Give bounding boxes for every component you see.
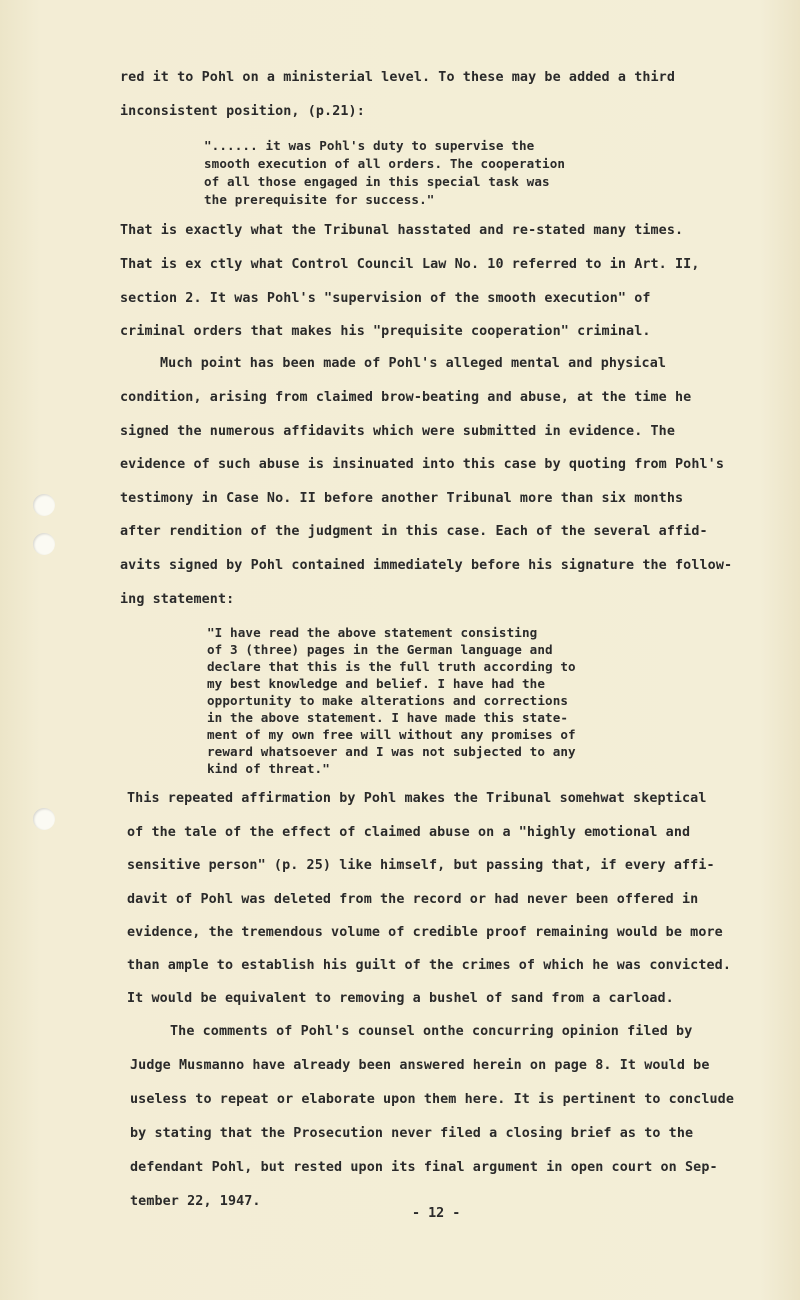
body-line: after rendition of the judgment in this case. Each of the several affid-	[120, 524, 708, 539]
body-line: testimony in Case No. II before another Tribunal more than six months	[120, 491, 684, 506]
quote-line: reward whatsoever and I was not subjected to any	[207, 744, 576, 759]
quote-line: my best knowledge and belief. I have had the	[207, 676, 546, 691]
body-line: evidence of such abuse is insinuated into this case by quoting from Pohl's	[120, 457, 724, 472]
body-line: This repeated affirmation by Pohl makes the Tribunal somehwat skeptical	[127, 791, 707, 806]
body-line: sensitive person" (p. 25) like himself, but passing that, if every affi-	[127, 858, 715, 873]
page-number: - 12 -	[412, 1206, 461, 1221]
body-line: davit of Pohl was deleted from the record or had never been offered in	[127, 892, 699, 907]
body-line: defendant Pohl, but rested upon its final argument in open court on Sep-	[130, 1160, 718, 1175]
body-line: section 2. It was Pohl's "supervision of the smooth execution" of	[120, 291, 651, 306]
body-line: evidence, the tremendous volume of credible proof remaining would be more	[127, 925, 723, 940]
quote-line: smooth execution of all orders. The cooperation	[204, 156, 566, 171]
body-line: inconsistent position, (p.21):	[120, 104, 365, 119]
quote-line: the prerequisite for success."	[204, 192, 435, 207]
body-line: Judge Musmanno have already been answered herein on page 8. It would be	[130, 1058, 710, 1073]
body-line: criminal orders that makes his "prequisite cooperation" criminal.	[120, 324, 651, 339]
body-line: signed the numerous affidavits which were submitted in evidence. The	[120, 424, 676, 439]
body-line: avits signed by Pohl contained immediately before his signature the follow-	[120, 558, 733, 573]
body-line: ing statement:	[120, 592, 235, 607]
body-line: than ample to establish his guilt of the crimes of which he was convicted.	[127, 958, 731, 973]
body-line: useless to repeat or elaborate upon them here. It is pertinent to conclude	[130, 1092, 734, 1107]
quote-line: declare that this is the full truth according to	[207, 659, 576, 674]
body-line: The comments of Pohl's counsel onthe concurring opinion filed by	[170, 1024, 693, 1039]
punch-hole	[33, 533, 55, 555]
quote-line: of 3 (three) pages in the German language and	[207, 642, 553, 657]
body-line: red it to Pohl on a ministerial level. To these may be added a third	[120, 70, 676, 85]
quote-line: ment of my own free will without any promises of	[207, 727, 576, 742]
body-line: by stating that the Prosecution never filed a closing brief as to the	[130, 1126, 694, 1141]
body-line: That is ex ctly what Control Council Law No. 10 referred to in Art. II,	[120, 257, 700, 272]
body-line: tember 22, 1947.	[130, 1194, 261, 1209]
quote-line: of all those engaged in this special task was	[204, 174, 550, 189]
body-line: of the tale of the effect of claimed abuse on a "highly emotional and	[127, 825, 691, 840]
quote-line: kind of threat."	[207, 761, 330, 776]
quote-line: "...... it was Pohl's duty to supervise the	[204, 138, 535, 153]
quote-line: in the above statement. I have made this state-	[207, 710, 569, 725]
body-line: Much point has been made of Pohl's alleged mental and physical	[160, 356, 667, 371]
body-line: It would be equivalent to removing a bushel of sand from a carload.	[127, 991, 674, 1006]
punch-hole	[33, 808, 55, 830]
quote-line: opportunity to make alterations and corrections	[207, 693, 569, 708]
body-line: condition, arising from claimed brow-beating and abuse, at the time he	[120, 390, 692, 405]
quote-line: "I have read the above statement consisting	[207, 625, 538, 640]
body-line: That is exactly what the Tribunal hasstated and re-stated many times.	[120, 223, 684, 238]
punch-hole	[33, 494, 55, 516]
